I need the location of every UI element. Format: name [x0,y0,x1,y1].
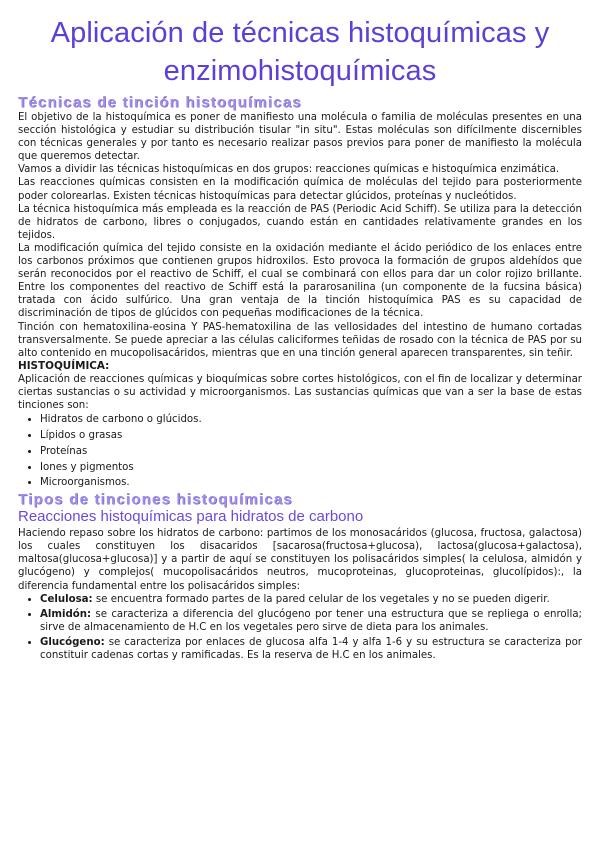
definition: se encuentra formado partes de la pared celular de los vegetales y no se pueden digerir. [92,593,550,605]
paragraph: El objetivo de la histoquímica es poner de manifiesto una molécula o familia de moléculas presentes en una sección histológica y estudiar su distribución tisular "in situ". Estas moléculas son difícilmente discernibles con técnicas generales y por tanto es necesario realizar pasos previos para poner de manifiesto la molécula que queremos detectar. [18,112,582,163]
term: Celulosa: [40,593,93,605]
paragraph: La técnica histoquímica más empleada es la reacción de PAS (Periodic Acid Schiff). Se utiliza para la detección de hidratos de carbono, libres o conjugados, cuando están en cantidades relativamente grandes en los tejidos. [18,203,582,241]
list-item [40,636,582,662]
polysaccharide-list [18,593,582,662]
paragraph: Aplicación de reacciones químicas y bioquímicas sobre cortes histológicos, con el fin de localizar y determinar ciertas sustancias o su actividad y microorganismos. Las sustancias químicas que van a ser la base de estas tinciones son: [18,373,582,412]
paragraph: La modificación química del tejido consiste en la oxidación mediante el ácido periódico de los enlaces entre los carbonos próximos que contienen grupos hidroxilos. Esto provoca la formación de grupos aldehídos que serán reconocidos por el reactivo de Schiff, el cual se combinará con ellos para dar un color rojizo brillante. Entre los componentes del reactivo de Schiff está la pararosanilina (un componente de la fucsina básica) tratada con ácido sulfúrico. Una gran ventaja de la tinción histoquímica PAS es su capacidad de discriminación de tipos de glúcidos con pequeñas modificaciones de la técnica. [18,242,582,320]
list-item: • Hidratos de carbono o glúcidos. [40,412,582,428]
definition: se caracteriza por enlaces de glucosa alfa 1-4 y alfa 1-6 y su estructura se caracteriza por constituir cadenas cortas y ramificadas. Es la reserva de H.C en los animales. [40,636,582,661]
list-item: • Microorganismos. [40,475,582,491]
substances-list [18,412,582,491]
section-heading-tecnicas: Técnicas de tinción histoquímicas [18,94,302,111]
list-item [40,593,582,606]
subheading-carbohidratos: Reacciones histoquímicas para hidratos de carbono [18,508,364,526]
definition: se caracteriza a diferencia del glucógeno por tener una estructura que se repliega o enrolla; sirve de almacenamiento de H.C en los vegetales pero sirve de dieta para los animales. [40,608,582,633]
paragraph: Tinción con hematoxilina-eosina Y PAS-hematoxilina de las vellosidades del intestino de humano cortadas transversalmente. Se puede apreciar a las células caliciformes teñidas de rosado con la técnica de PAS por su alto contenido en mucopolisacáridos, mientras que en una tinción general aparecen transparentes, sin teñir. [18,321,582,359]
paragraph: Las reacciones químicas consisten en la modificación química de moléculas del tejido para posteriormente poder colorearlas. Existen técnicas histoquímicas para detectar glúcidos, proteínas y nucleótidos. [18,177,582,202]
paragraph: Haciendo repaso sobre los hidratos de carbono: partimos de los monosacáridos (glucosa, fructosa, galactosa) los cuales constituyen los disacaridos [sacarosa(fructosa+glucosa), lactosa(glucosa+galactosa), maltosa(glucosa+glucosa)] y a partir de aquí se constituyen los polisacáridos simples( la celulosa, almidón y glucógeno) y complejos( mucopolisacáridos neutros, mucoproteinas, glucoproteinas, glucolípidos):, la diferencia fundamental entre los polisacáridos simples: [18,528,582,592]
list-item: • Proteínas [40,444,582,460]
list-item: • Iones y pigmentos [40,460,582,476]
page-title: Aplicación de técnicas histoquímicas y enzimohistoquímicas [50,17,550,87]
list-item [40,608,582,634]
section-heading-tipos: Tipos de tinciones histoquímicas [18,491,293,509]
term: Glucógeno: [40,636,105,648]
paragraph: Vamos a dividir las técnicas histoquímicas en dos grupos: reacciones químicas e histoquímica enzimática. [18,164,560,176]
histoquimica-heading: HISTOQUÍMICA: [18,359,110,372]
list-item: • Lípidos o grasas [40,428,582,444]
term: Almidón: [40,608,92,620]
